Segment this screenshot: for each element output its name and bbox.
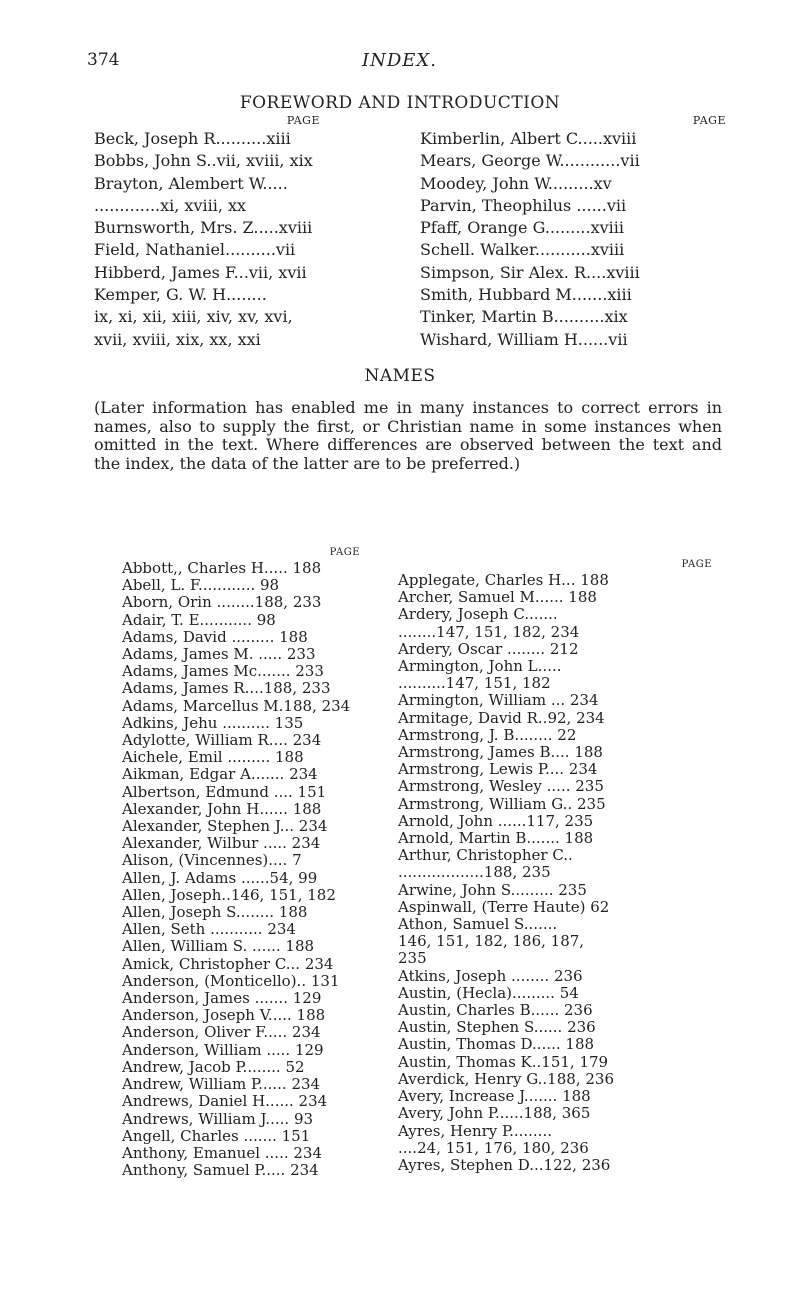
- index-entry: Tinker, Martin B..........xix: [420, 307, 628, 327]
- index-entry: Athon, Samuel S.......: [398, 915, 558, 934]
- names-left-page-label: PAGE: [329, 547, 360, 558]
- index-entry: .............xi, xviii, xx: [94, 195, 247, 215]
- index-entry: Austin, Thomas D...... 188: [398, 1035, 595, 1054]
- index-entry: Beck, Joseph R..........xiii: [94, 129, 291, 148]
- index-entry: Armstrong, James B.... 188: [398, 743, 603, 762]
- index-entry: Armstrong, William G.. 235: [398, 794, 606, 813]
- index-entry: Arnold, John ......117, 235: [398, 811, 594, 830]
- names-note: (Later information has enabled me in many instances to correct errors in names, also to supply the first, or Christian name in some instances when omitted in the text. Where differences are observed between the text and the index, the data of the latter are to be preferred.): [94, 398, 722, 473]
- index-entry: Anderson, (Monticello).. 131: [122, 971, 340, 990]
- index-entry: ..........147, 151, 182: [398, 674, 551, 693]
- index-entry: Adylotte, William R.... 234: [122, 731, 322, 750]
- index-entry: Field, Nathaniel..........vii: [94, 240, 296, 260]
- index-entry: Armstrong, Lewis P.... 234: [398, 760, 598, 779]
- index-entry: Adams, James R....188, 233: [122, 679, 331, 698]
- index-entry: Allen, Joseph S........ 188: [122, 903, 308, 922]
- index-entry: Ayres, Henry P.........: [398, 1121, 552, 1140]
- page-number: 374: [87, 50, 120, 70]
- index-entry: Anderson, William ..... 129: [122, 1040, 324, 1059]
- index-entry: Schell. Walker...........xviii: [420, 240, 625, 260]
- index-entry: Allen, Seth ........... 234: [122, 920, 296, 939]
- index-entry: Adams, James M. ..... 233: [122, 645, 316, 664]
- index-entry: Anthony, Emanuel ..... 234: [122, 1143, 323, 1162]
- foreword-left-page-label: PAGE: [286, 114, 320, 127]
- index-entry: Alison, (Vincennes).... 7: [122, 851, 302, 870]
- index-entry: ........147, 151, 182, 234: [398, 622, 580, 641]
- index-entry: Aborn, Orin ........188, 233: [122, 593, 322, 612]
- index-entry: Hibberd, James F...vii, xvii: [94, 262, 307, 282]
- foreword-left-entries: [94, 128, 320, 351]
- index-entry: Anderson, James ....... 129: [122, 989, 322, 1008]
- index-entry: Abbott,, Charles H..... 188: [122, 559, 322, 577]
- foreword-right-column: [420, 113, 726, 351]
- foreword-right-entries: [420, 128, 726, 351]
- index-entry: Angell, Charles ....... 151: [122, 1126, 311, 1145]
- index-entry: Andrew, William P...... 234: [122, 1075, 321, 1094]
- index-entry: Aikman, Edgar A....... 234: [122, 765, 318, 784]
- index-entry: Burnsworth, Mrs. Z.....xviii: [94, 218, 313, 238]
- index-entry: Ayres, Stephen D...122, 236: [398, 1155, 611, 1174]
- index-entry: Mears, George W............vii: [420, 151, 640, 171]
- index-entry: Anderson, Joseph V..... 188: [122, 1006, 326, 1025]
- index-entry: Ardery, Joseph C.......: [398, 605, 558, 624]
- index-entry: Arthur, Christopher C..: [398, 846, 573, 865]
- index-entry: Archer, Samuel M...... 188: [398, 588, 597, 607]
- index-entry: Andrew, Jacob P........ 52: [122, 1057, 305, 1076]
- index-entry: Austin, Thomas K..151, 179: [398, 1052, 609, 1071]
- index-entry: Adams, David ......... 188: [122, 627, 308, 646]
- names-section-title: NAMES: [364, 366, 436, 386]
- index-entry: Armington, John L.....: [398, 657, 562, 676]
- index-entry: Armstrong, Wesley ..... 235: [398, 777, 604, 796]
- index-entry: Aichele, Emil ......... 188: [122, 748, 304, 767]
- index-entry: Avery, John P......188, 365: [398, 1104, 591, 1123]
- index-entry: Moodey, John W.........xv: [420, 173, 612, 193]
- index-entry: Armington, William ... 234: [398, 691, 599, 710]
- index-entry: Allen, Joseph..146, 151, 182: [122, 885, 336, 904]
- index-entry: Adams, Marcellus M.188, 234: [122, 696, 351, 715]
- index-entry: Bobbs, John S..vii, xviii, xix: [94, 151, 313, 171]
- index-entry: Allen, William S. ...... 188: [122, 937, 315, 956]
- names-left-entries: [122, 560, 360, 1179]
- index-entry: Atkins, Joseph ........ 236: [398, 966, 583, 985]
- index-entry: Adair, T. E........... 98: [122, 610, 276, 629]
- index-entry: Anderson, Oliver F..... 234: [122, 1023, 321, 1042]
- index-entry: Austin, Charles B...... 236: [398, 1001, 593, 1020]
- running-head: INDEX.: [362, 50, 437, 71]
- index-entry: Avery, Increase J....... 188: [398, 1087, 591, 1106]
- names-left-column: [122, 545, 360, 1179]
- index-entry: Averdick, Henry G..188, 236: [398, 1069, 614, 1088]
- index-entry: xvii, xviii, xix, xx, xxi: [94, 329, 261, 349]
- index-entry: Brayton, Alembert W.....: [94, 173, 288, 193]
- foreword-section-title: FOREWORD AND INTRODUCTION: [239, 93, 561, 113]
- index-entry: ..................188, 235: [398, 863, 551, 882]
- index-entry: Adkins, Jehu .......... 135: [122, 713, 304, 732]
- index-entry: Pfaff, Orange G.........xviii: [420, 218, 624, 238]
- index-entry: Andrews, Daniel H...... 234: [122, 1092, 328, 1111]
- index-entry: Applegate, Charles H... 188: [398, 571, 609, 589]
- index-entry: Allen, J. Adams ......54, 99: [122, 868, 318, 887]
- index-entry: Simpson, Sir Alex. R....xviii: [420, 262, 640, 282]
- index-entry: Wishard, William H......vii: [420, 329, 628, 349]
- names-right-column: [398, 557, 712, 1174]
- index-entry: Smith, Hubbard M.......xiii: [420, 285, 632, 305]
- index-entry: Arwine, John S......... 235: [398, 880, 587, 899]
- index-entry: ix, xi, xii, xiii, xiv, xv, xvi,: [94, 307, 293, 327]
- index-entry: Abell, L. F............ 98: [122, 576, 280, 595]
- foreword-left-column: [94, 113, 320, 351]
- index-entry: Amick, Christopher C... 234: [122, 954, 334, 973]
- index-entry: Anthony, Samuel P..... 234: [122, 1161, 319, 1180]
- names-right-entries: [398, 572, 712, 1174]
- index-entry: Kimberlin, Albert C.....xviii: [420, 129, 637, 148]
- index-entry: 235: [398, 949, 427, 968]
- index-entry: Austin, Stephen S...... 236: [398, 1018, 596, 1037]
- index-entry: Kemper, G. W. H........: [94, 285, 267, 305]
- index-entry: ....24, 151, 176, 180, 236: [398, 1138, 589, 1157]
- index-entry: Albertson, Edmund .... 151: [122, 782, 327, 801]
- index-entry: 146, 151, 182, 186, 187,: [398, 932, 585, 951]
- index-entry: Arnold, Martin B....... 188: [398, 829, 594, 848]
- index-entry: Parvin, Theophilus ......vii: [420, 195, 627, 215]
- index-entry: Armstrong, J. B........ 22: [398, 725, 577, 744]
- names-right-page-label: PAGE: [681, 559, 712, 570]
- index-entry: Alexander, Stephen J... 234: [122, 817, 328, 836]
- foreword-right-page-label: PAGE: [692, 114, 726, 127]
- index-entry: Armitage, David R..92, 234: [398, 708, 605, 727]
- index-entry: Ardery, Oscar ........ 212: [398, 639, 579, 658]
- index-entry: Alexander, Wilbur ..... 234: [122, 834, 321, 853]
- index-entry: Andrews, William J..... 93: [122, 1109, 314, 1128]
- index-entry: Austin, (Hecla)......... 54: [398, 983, 579, 1002]
- index-entry: Adams, James Mc....... 233: [122, 662, 324, 681]
- index-entry: Aspinwall, (Terre Haute) 62: [398, 897, 610, 916]
- index-entry: Alexander, John H...... 188: [122, 799, 322, 818]
